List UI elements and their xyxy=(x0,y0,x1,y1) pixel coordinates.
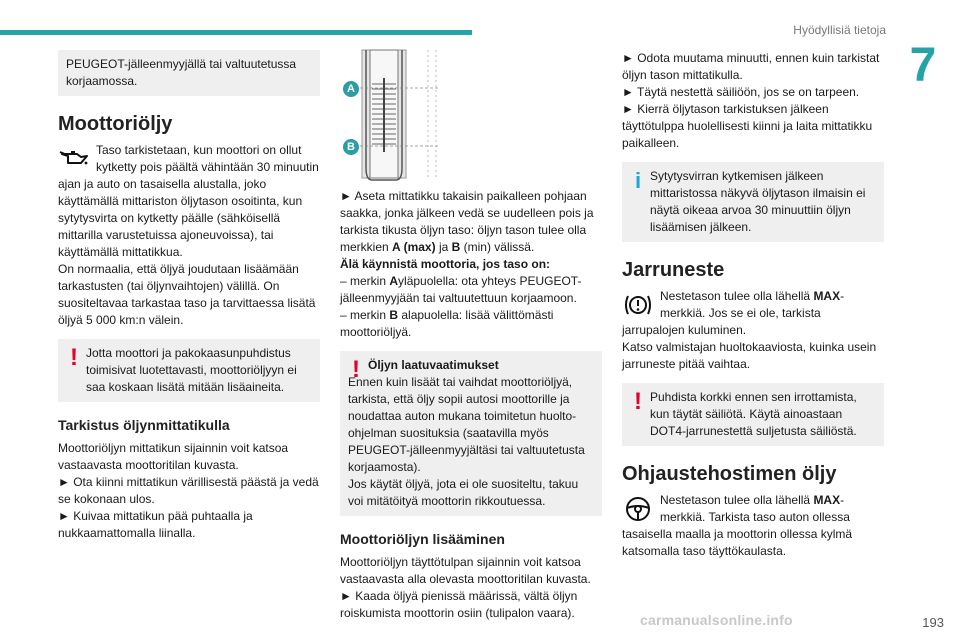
dipstick-heading: Tarkistus öljynmittatikulla xyxy=(58,417,230,433)
column-left xyxy=(58,50,320,542)
steering-oil-text-post: -merkkiä. Tarkista taso auton ollessa tasaisella maalla ja moottorin ollessa kylmä katsomalla taso täyttökaulasta. xyxy=(622,493,853,558)
oil-text-1: Taso tarkistetaan, kun moottori on ollut kytketty pois päältä vähintään 30 minuutin ajan ja auto on tasaisella alustalla, joko käyttämällä mittariston öljytason osoitinta, kun sytytysvirta on kytketty päälle (sähköisellä mittarilla varustetuissa ajoneuvoissa), tai käyttämällä mittatikkua. xyxy=(58,143,319,259)
page-number: 193 xyxy=(922,615,944,630)
warning-icon: ! xyxy=(352,356,360,383)
dash-below-mark: B xyxy=(389,308,399,322)
column-middle xyxy=(340,48,602,622)
dipstick-illustration xyxy=(340,48,602,184)
steering-max-label: MAX xyxy=(813,493,841,507)
brake-fluid-warning xyxy=(622,383,884,446)
dash-above-prefix: – merkin xyxy=(340,274,390,288)
mark-b-label: B xyxy=(451,240,461,254)
dash-below-prefix: – merkin xyxy=(340,308,390,322)
dipstick-text: Moottoriöljyn mittatikun sijainnin voit katsoa vastaavasta moottoritilan kuvasta. xyxy=(58,441,289,472)
header-accent-bar xyxy=(0,30,472,35)
steering-oil-text xyxy=(622,492,884,560)
mark-a-label: A (max) xyxy=(392,240,436,254)
dash-above-mark: A xyxy=(389,274,399,288)
continued-note xyxy=(58,50,320,96)
step-reinsert-end: (min) välissä. xyxy=(460,240,535,254)
chapter-number: 7 xyxy=(909,39,937,92)
warning-icon: ! xyxy=(634,388,642,415)
indicator-info-note xyxy=(622,162,884,242)
watermark: carmanualsonline.info xyxy=(640,612,793,628)
brake-warning-icon xyxy=(622,290,654,320)
additive-warning xyxy=(58,339,320,402)
marker-a: A xyxy=(343,81,359,97)
steering-oil-heading: Ohjaustehostimen öljy xyxy=(622,463,837,485)
brake-fluid-text-2: Katso valmistajan huoltokaaviosta, kuinka usein jarruneste pitää vaihtaa. xyxy=(622,340,877,371)
adding-oil-text: Moottoriöljyn täyttötulpan sijainnin voit katsoa vastaavasta alla olevasta moottoritilan kuvasta. xyxy=(340,555,591,586)
oil-text-2: On normaalia, että öljyä joudutaan lisäämään tarkastusten (tai öljynvaihtojen) välillä. On suositeltavaa tarkastaa taso ja tarvittaessa lisätä öljyä 5 000 km:n välein. xyxy=(58,262,316,327)
column-right xyxy=(622,50,884,560)
section-title: Hyödyllisiä tietoja xyxy=(793,23,886,37)
additive-warning-text: Jotta moottori ja pakokaasunpuhdistus toimisivat luotettavasti, moottoriöljyyn ei saa koskaan lisätä mitään lisäaineita. xyxy=(86,346,297,394)
adding-oil-heading: Moottoriöljyn lisääminen xyxy=(340,531,505,547)
brake-fluid-text xyxy=(622,288,884,339)
step-close-cap: ► Kierrä öljytason tarkistuksen jälkeen täyttötulppa huolellisesti kiinni ja laita mittatikku paikalleen. xyxy=(622,102,873,150)
marker-b: B xyxy=(343,139,359,155)
step-reinsert-dipstick xyxy=(340,188,602,256)
oil-quality-note xyxy=(340,351,602,516)
continued-note-text: PEUGEOT-jälleenmyyjällä tai valtuutetussa korjaamossa. xyxy=(66,57,297,88)
brake-fluid-heading: Jarruneste xyxy=(622,259,725,281)
oil-heading: Moottoriöljy xyxy=(58,113,173,135)
oil-quality-title xyxy=(368,357,594,374)
step-pour-oil: ► Kaada öljyä pienissä määrissä, vältä öljyn roiskumista moottorin osiin (tulipalon vaara). xyxy=(340,589,578,620)
oil-quality-text-1: Ennen kuin lisäät tai vaihdat moottoriöljyä, tarkista, että öljy sopii autosi moottorille ja noudattaa auton mukana toimitetun huolto-ohjelman suosituksia (saatavilla myös PEUGEOT-jälleenmyyjältäsi tai valtuutetusta korjaamosta). xyxy=(348,375,585,474)
brake-fluid-warning-text: Puhdista korkki ennen sen irrottamista, kun täytät säiliötä. Käytä ainoastaan DOT4-jarrunestettä suljetusta säiliöstä. xyxy=(650,390,857,438)
brake-fluid-text-post: -merkkiä. Jos se ei ole, tarkista jarrupalojen kuluminen. xyxy=(622,289,845,337)
warning-icon: ! xyxy=(70,344,78,371)
steering-wheel-icon xyxy=(622,494,654,524)
info-icon: i xyxy=(634,168,642,193)
brake-max-label: MAX xyxy=(813,289,841,303)
step-wait: ► Odota muutama minuutti, ennen kuin tarkistat öljyn tason mittatikulla. xyxy=(622,51,880,82)
dash-below-text: alapuolella: lisää välittömästi moottoriöljyä. xyxy=(340,308,554,339)
step-reinsert-text: ► Aseta mittatikku takaisin paikalleen pohjaan saakka, jonka jälkeen vedä se uudelleen pois ja tarkista tikusta öljyn taso: öljyn tason tulee olla merkkien xyxy=(340,189,594,254)
step-reinsert-connector: ja xyxy=(435,240,452,254)
steering-oil-text-pre: Nestetason tulee olla lähellä xyxy=(660,493,814,507)
oil-quality-title-text: Öljyn laatuvaatimukset xyxy=(368,358,499,372)
indicator-info-text: Sytytysvirran kytkemisen jälkeen mittaristossa näkyvä öljytason ilmaisin ei näytä oikeaa arvoa 30 minuuttiin öljyn lisäämisen jälkeen. xyxy=(650,169,866,234)
dash-above-a xyxy=(340,273,602,307)
oil-quality-text-2: Jos käytät öljyä, jota ei ole suositeltu, takuu voi mitätöityä moottorin rikkoutuessa. xyxy=(348,477,579,508)
oil-can-icon xyxy=(58,144,90,174)
step-top-up: ► Täytä nestettä säiliöön, jos se on tarpeen. xyxy=(622,85,860,99)
brake-fluid-text-pre: Nestetason tulee olla lähellä xyxy=(660,289,814,303)
dash-below-b xyxy=(340,307,602,341)
never-start-warning xyxy=(340,256,602,273)
step-pull-dipstick: ► Ota kiinni mittatikun värillisestä päästä ja vedä se kokonaan ulos. xyxy=(58,475,319,506)
dash-above-text: yläpuolella: ota yhteys PEUGEOT-jälleenmyyjään tai valtuutettuun korjaamoon. xyxy=(340,274,582,305)
step-wipe-dipstick: ► Kuivaa mittatikun pää puhtaalla ja nukkaamattomalla liinalla. xyxy=(58,509,253,540)
never-start-text: Älä käynnistä moottoria, jos taso on: xyxy=(340,257,551,271)
